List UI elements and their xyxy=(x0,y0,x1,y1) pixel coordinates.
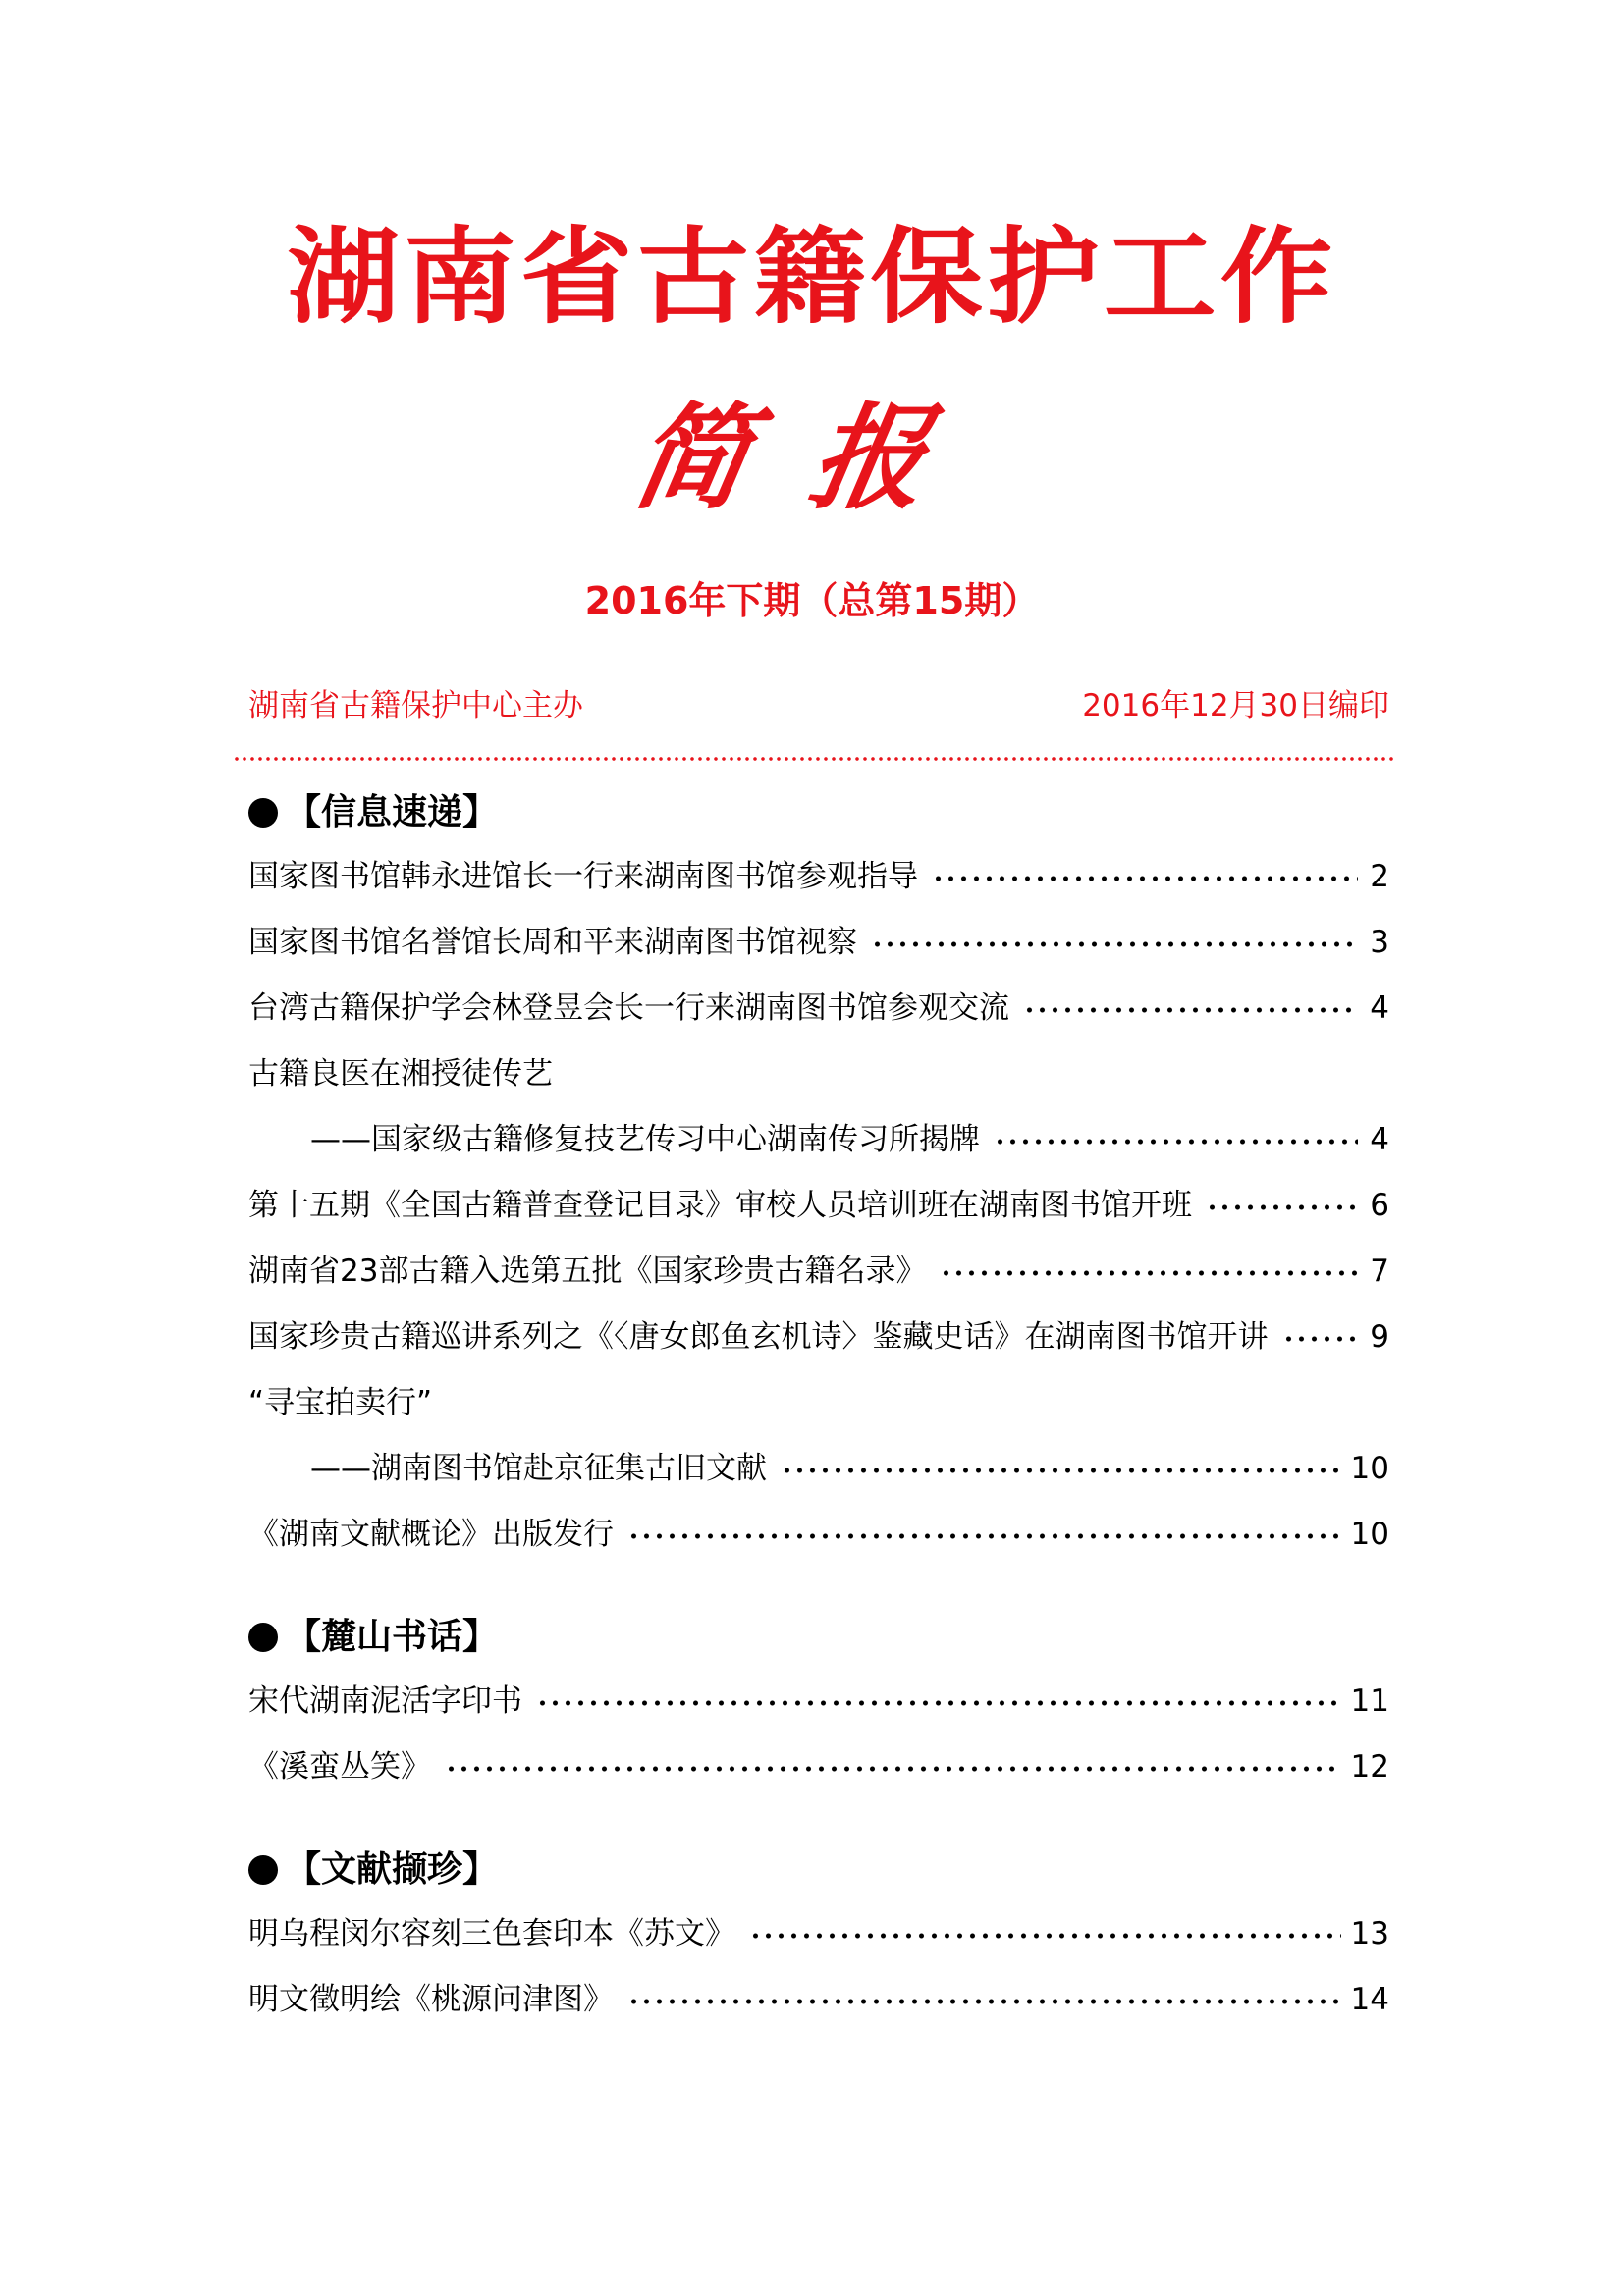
toc-leader-dots xyxy=(1282,1335,1359,1343)
toc-page-number: 4 xyxy=(1370,1122,1389,1157)
toc-leader-dots xyxy=(627,1532,1341,1540)
toc-entry-subtitle[interactable] xyxy=(310,1441,1389,1496)
toc-entry-title: 《湖南文献概论》出版发行 xyxy=(248,1517,614,1552)
toc-entry-title: 国家珍贵古籍巡讲系列之《〈唐女郎鱼玄机诗〉鉴藏史话》在湖南图书馆开讲 xyxy=(248,1319,1269,1355)
toc-leader-dots xyxy=(1023,1006,1358,1014)
toc-entry[interactable] xyxy=(248,1507,1389,1562)
bullet-icon xyxy=(248,1623,278,1652)
section-heading-book-talk xyxy=(248,1610,498,1665)
toc-entry-title: ——湖南图书馆赴京征集古旧文献 xyxy=(310,1451,767,1486)
publisher: 湖南省古籍保护中心主办 xyxy=(248,688,583,723)
toc-entry-title: 明文徵明绘《桃源问津图》 xyxy=(248,1982,614,2017)
toc-entry[interactable] xyxy=(248,1309,1389,1364)
toc-page-number: 6 xyxy=(1370,1188,1389,1223)
toc-entry[interactable] xyxy=(248,1674,1389,1729)
toc-page-number: 3 xyxy=(1370,925,1389,960)
toc-entry[interactable] xyxy=(248,1906,1389,1961)
toc-leader-dots xyxy=(536,1699,1341,1707)
toc-entry-title: 第十五期《全国古籍普查登记目录》审校人员培训班在湖南图书馆开班 xyxy=(248,1188,1192,1223)
section-heading-label: 【文献撷珍】 xyxy=(286,1849,499,1890)
masthead-title: 湖南省古籍保护工作 xyxy=(287,217,1337,338)
toc-entry-title: 湖南省23部古籍入选第五批《国家珍贵古籍名录》 xyxy=(248,1254,927,1289)
toc-leader-dots xyxy=(932,875,1358,882)
toc-entry-title: 宋代湖南泥活字印书 xyxy=(248,1683,522,1719)
toc-leader-dots xyxy=(994,1138,1358,1146)
toc-entry[interactable] xyxy=(248,981,1389,1036)
toc-page-number: 10 xyxy=(1350,1451,1389,1486)
toc-entry-title: 台湾古籍保护学会林登昱会长一行来湖南图书馆参观交流 xyxy=(248,990,1009,1026)
toc-page-number: 4 xyxy=(1370,990,1389,1026)
toc-page-number: 14 xyxy=(1350,1982,1389,2017)
toc-leader-dots xyxy=(940,1269,1358,1277)
toc-page-number: 7 xyxy=(1370,1254,1389,1289)
dotted-divider xyxy=(233,756,1394,762)
section-heading-news xyxy=(248,785,498,840)
toc-entry[interactable] xyxy=(248,849,1389,904)
toc-entry-title: 国家图书馆名誉馆长周和平来湖南图书馆视察 xyxy=(248,925,857,960)
toc-page-number: 2 xyxy=(1370,859,1389,894)
toc-entry-heading[interactable] xyxy=(248,1046,1389,1101)
publication-meta xyxy=(248,684,1389,727)
issue-number: 2016年下期（总第15期） xyxy=(584,579,1040,622)
toc-page-number: 12 xyxy=(1350,1749,1389,1785)
toc-leader-dots xyxy=(781,1467,1341,1474)
toc-page-number: 13 xyxy=(1350,1916,1389,1951)
toc-page-number: 9 xyxy=(1370,1319,1389,1355)
toc-leader-dots xyxy=(627,1998,1341,2005)
toc-entry-title: ——国家级古籍修复技艺传习中心湖南传习所揭牌 xyxy=(310,1122,980,1157)
toc-page-number: 10 xyxy=(1350,1517,1389,1552)
toc-entry[interactable] xyxy=(248,1972,1389,2027)
section-heading-treasures xyxy=(248,1842,498,1897)
masthead-subtitle: 简报 xyxy=(623,393,1001,525)
toc-entry-title: “寻宝拍卖行” xyxy=(248,1385,433,1420)
toc-leader-dots xyxy=(749,1932,1341,1940)
toc-entry[interactable] xyxy=(248,1178,1389,1233)
toc-leader-dots xyxy=(871,940,1358,948)
bullet-icon xyxy=(248,1855,278,1885)
toc-entry[interactable] xyxy=(248,1244,1389,1299)
toc-leader-dots xyxy=(445,1765,1341,1773)
section-heading-label: 【信息速递】 xyxy=(286,792,499,832)
toc-page-number: 11 xyxy=(1350,1683,1389,1719)
toc-entry-title: 国家图书馆韩永进馆长一行来湖南图书馆参观指导 xyxy=(248,859,918,894)
toc-entry[interactable] xyxy=(248,915,1389,970)
publish-date: 2016年12月30日编印 xyxy=(1082,688,1389,723)
toc-leader-dots xyxy=(1206,1203,1358,1211)
toc-entry-subtitle[interactable] xyxy=(310,1112,1389,1167)
toc-entry-title: 古籍良医在湘授徒传艺 xyxy=(248,1056,553,1092)
toc-entry-heading[interactable] xyxy=(248,1375,1389,1430)
toc-entry-title: 《溪蛮丛笑》 xyxy=(248,1749,431,1785)
toc-entry-title: 明乌程闵尔容刻三色套印本《苏文》 xyxy=(248,1916,735,1951)
bullet-icon xyxy=(248,798,278,828)
section-heading-label: 【麓山书话】 xyxy=(286,1617,499,1657)
toc-entry[interactable] xyxy=(248,1739,1389,1794)
